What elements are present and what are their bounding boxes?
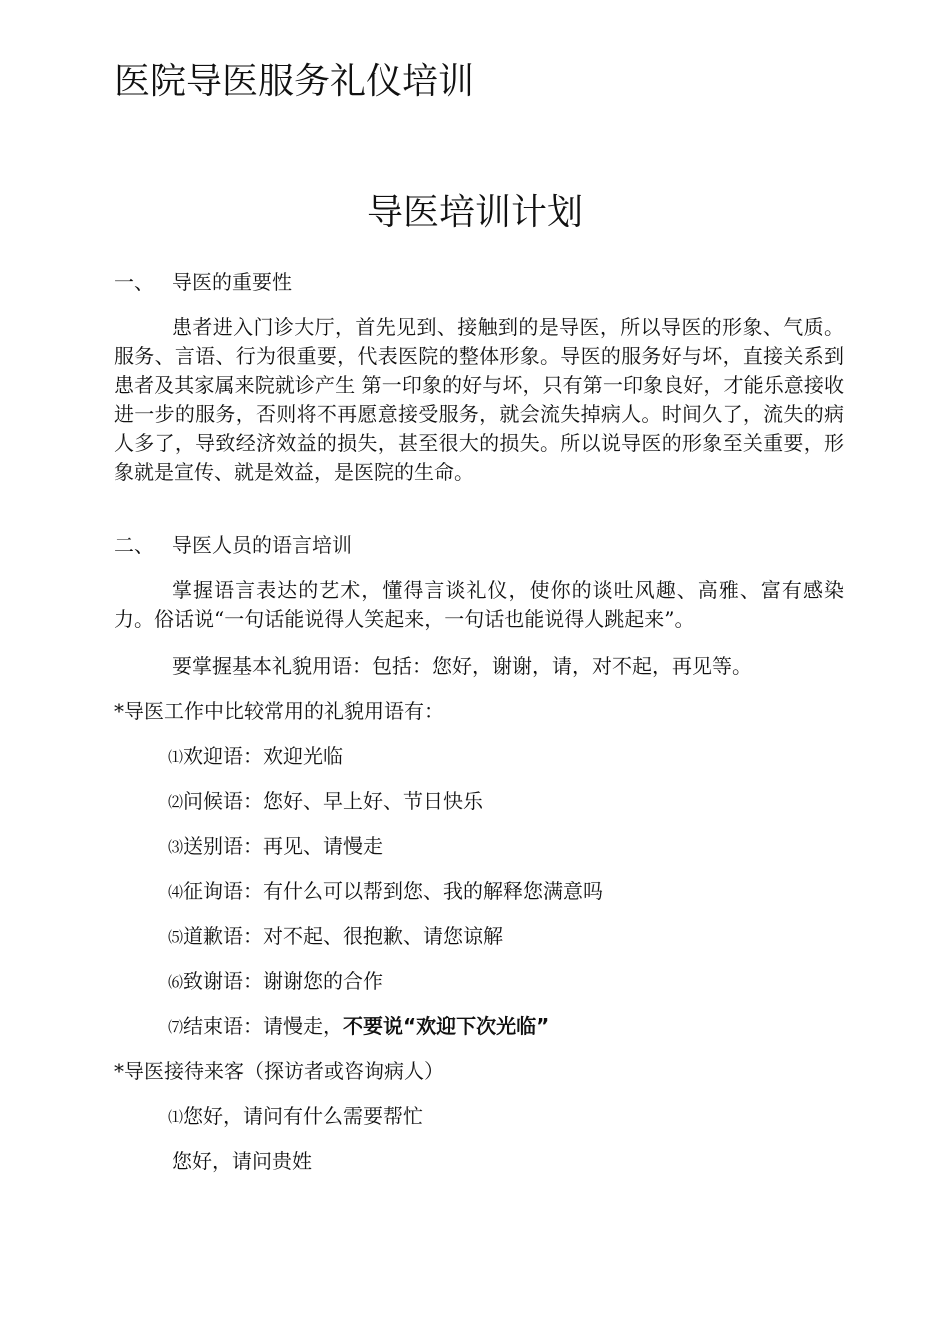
phrase-item [168, 877, 603, 907]
item-marker: ⑶ [168, 838, 184, 856]
item-marker: ⑴ [168, 748, 184, 766]
section-1-heading [114, 268, 292, 297]
phrase-item [168, 922, 503, 952]
section-1-number: 一、 [114, 270, 154, 294]
reception-item [168, 1102, 423, 1132]
section-1-paragraph: 患者进入门诊大厅，首先见到、接触到的是导医，所以导医的形象、气质。服务、言语、行为很重要，代表医院的整体形象。导医的服务好与坏，直接关系到患者及其家属来院就诊产生 第一印象的好与坏，只有第一印象良好，才能乐意接收进一步的服务，否则将不再愿意接受服务，就会流失掉病人。时间久了，流失的病人多了，导致经济效益的损失，甚至很大的损失。所以说导医的形象至关重要，形象就是宣传、就是效益，是医院的生命。 [114, 315, 844, 484]
section-1-title: 导医的重要性 [172, 270, 292, 294]
plan-title: 导医培训计划 [366, 192, 583, 233]
document-title: 医院导医服务礼仪培训 [114, 61, 475, 102]
item-text: 送别语：再见、请慢走 [183, 834, 384, 858]
item-text: 结束语：请慢走， [183, 1014, 344, 1038]
phrase-item [168, 967, 383, 997]
phrase-item [168, 742, 343, 772]
section-2-paragraph-2: 要掌握基本礼貌用语：包括：您好，谢谢，请，对不起，再见等。 [172, 654, 752, 678]
item-text: 您好，请问有什么需要帮忙 [183, 1104, 424, 1128]
item-text: 征询语：有什么可以帮到您、我的解释您满意吗 [183, 879, 604, 903]
phrase-item [168, 787, 483, 817]
section-2-title: 导医人员的语言培训 [172, 533, 352, 557]
item-marker: ⑵ [168, 793, 184, 811]
section-2-heading [114, 531, 352, 560]
common-phrases-heading: *导医工作中比较常用的礼貌用语有： [114, 699, 444, 723]
item-marker: ⑺ [168, 1018, 184, 1036]
item-marker: ⑷ [168, 883, 184, 901]
item-marker: ⑹ [168, 973, 184, 991]
item-text: 欢迎语：欢迎光临 [183, 744, 344, 768]
item-marker: ⑴ [168, 1108, 184, 1126]
item-text: 致谢语：谢谢您的合作 [183, 969, 384, 993]
reception-heading: *导医接待来客（探访者或咨询病人） [114, 1059, 444, 1083]
item-text: 道歉语：对不起、很抱歉、请您谅解 [183, 924, 504, 948]
item-emphasis: 不要说“欢迎下次光临” [343, 1014, 550, 1038]
item-text: 问候语：您好、早上好、节日快乐 [183, 789, 484, 813]
item-marker: ⑸ [168, 928, 184, 946]
phrase-item [168, 832, 383, 862]
phrase-item [168, 1012, 549, 1042]
section-2-paragraph-1: 掌握语言表达的艺术，懂得言谈礼仪，使你的谈吐风趣、高雅、富有感染力。俗话说“一句话能说得人笑起来，一句话也能说得人跳起来”。 [114, 578, 844, 631]
reception-item [172, 1147, 312, 1176]
item-text: 您好，请问贵姓 [172, 1149, 312, 1173]
section-2-number: 二、 [114, 533, 154, 557]
